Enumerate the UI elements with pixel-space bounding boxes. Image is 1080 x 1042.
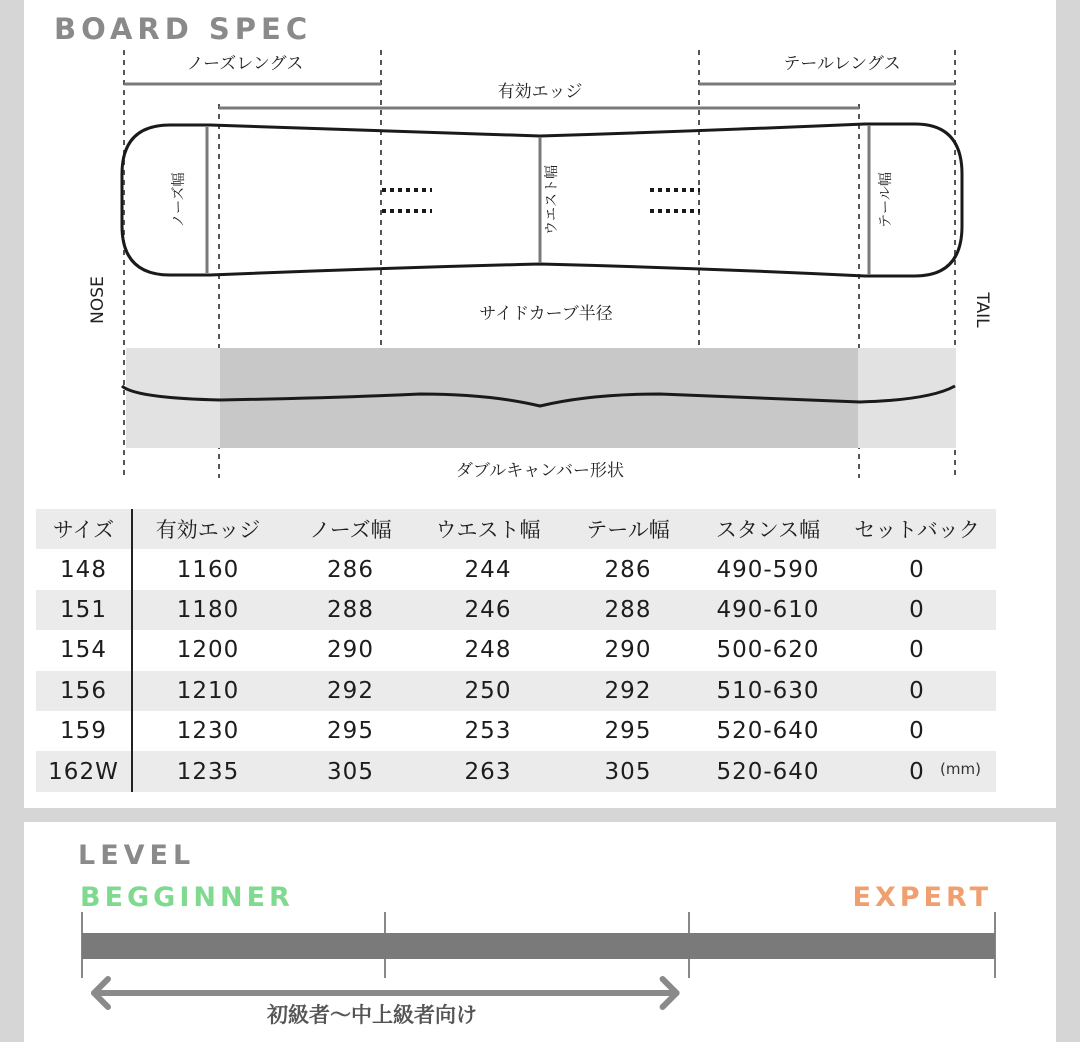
table-cell: 159	[36, 711, 132, 751]
table-cell: 1230	[176, 718, 240, 745]
tail-width-label: テール幅	[878, 172, 894, 228]
table-cell: 244	[464, 556, 512, 583]
table-cell: 0	[909, 556, 925, 583]
header-cell: サイズ	[36, 509, 132, 549]
table-cell: 292	[283, 671, 418, 711]
header-cell: スタンス幅	[698, 509, 838, 549]
table-cell: 305	[558, 751, 698, 791]
table-cell: 520-640	[716, 718, 820, 745]
table-row	[36, 671, 996, 711]
board-diagram	[0, 0, 1080, 500]
table-row	[36, 590, 996, 630]
table-cell: 295	[327, 718, 374, 745]
beginner-label: BEGGINNER	[80, 882, 294, 913]
table-row	[36, 751, 996, 791]
table-cell: 490-610	[698, 590, 838, 630]
nose-length-label: ノーズレングス	[186, 54, 304, 74]
nose-label: NOSE	[88, 276, 108, 324]
table-cell: 151	[36, 590, 132, 630]
table-cell: 295	[604, 718, 652, 745]
table-cell: 0	[838, 751, 996, 791]
tail-length-label: テールレングス	[783, 54, 901, 74]
sidecut-label: サイドカーブ半径	[479, 304, 613, 324]
table-cell: 148	[36, 549, 132, 589]
table-cell: 288	[283, 590, 418, 630]
table-cell: 1200	[176, 637, 240, 664]
table-cell: 1160	[176, 556, 240, 583]
waist-width-label: ウエスト幅	[544, 165, 560, 235]
header-cell: 有効エッジ	[132, 509, 283, 549]
table-cell: 250	[418, 671, 558, 711]
spec-table	[36, 509, 997, 792]
table-cell: 286	[604, 556, 652, 583]
table-cell: 1210	[132, 671, 283, 711]
unit-label: (mm)	[940, 760, 981, 778]
header-cell: ウエスト幅	[418, 509, 558, 549]
header-cell: テール幅	[558, 509, 698, 549]
table-cell: 1235	[132, 751, 283, 791]
table-cell: 520-640	[698, 751, 838, 791]
table-row	[36, 711, 996, 751]
table-cell: 305	[283, 751, 418, 791]
table-header-row	[36, 509, 996, 549]
table-cell: 1180	[132, 590, 283, 630]
table-cell: 0	[909, 718, 925, 745]
table-cell: 246	[418, 590, 558, 630]
tail-label: TAIL	[972, 292, 992, 328]
range-label: 初級者～中上級者向け	[267, 1003, 477, 1027]
table-cell: 290	[327, 637, 374, 664]
table-cell: 263	[418, 751, 558, 791]
table-cell: 162W	[36, 751, 132, 791]
table-cell: 0	[909, 637, 925, 664]
level-title: LEVEL	[78, 840, 196, 871]
table-cell: 290	[604, 637, 652, 664]
table-cell: 248	[464, 637, 512, 664]
table-cell: 253	[464, 718, 512, 745]
level-bar	[82, 933, 995, 959]
table-cell: 0	[838, 590, 996, 630]
board-spec-title: BOARD SPEC	[54, 12, 313, 46]
nose-width-label: ノーズ幅	[171, 172, 187, 228]
table-row	[36, 549, 996, 589]
level-scale	[0, 900, 1080, 1030]
table-cell: 156	[36, 671, 132, 711]
table-cell: 490-590	[716, 556, 820, 583]
table-row	[36, 630, 996, 670]
expert-label: EXPERT	[852, 882, 992, 913]
board-outline	[122, 124, 962, 276]
header-cell: ノーズ幅	[283, 509, 418, 549]
table-cell: 154	[36, 630, 132, 670]
effective-edge-label: 有効エッジ	[497, 82, 583, 102]
table-cell: 288	[558, 590, 698, 630]
table-cell: 286	[327, 556, 374, 583]
table-cell: 0	[838, 671, 996, 711]
header-cell: セットバック	[838, 509, 996, 549]
table-cell: 500-620	[716, 637, 820, 664]
table-cell: 292	[558, 671, 698, 711]
camber-label: ダブルキャンバー形状	[455, 461, 625, 481]
table-cell: 510-630	[698, 671, 838, 711]
